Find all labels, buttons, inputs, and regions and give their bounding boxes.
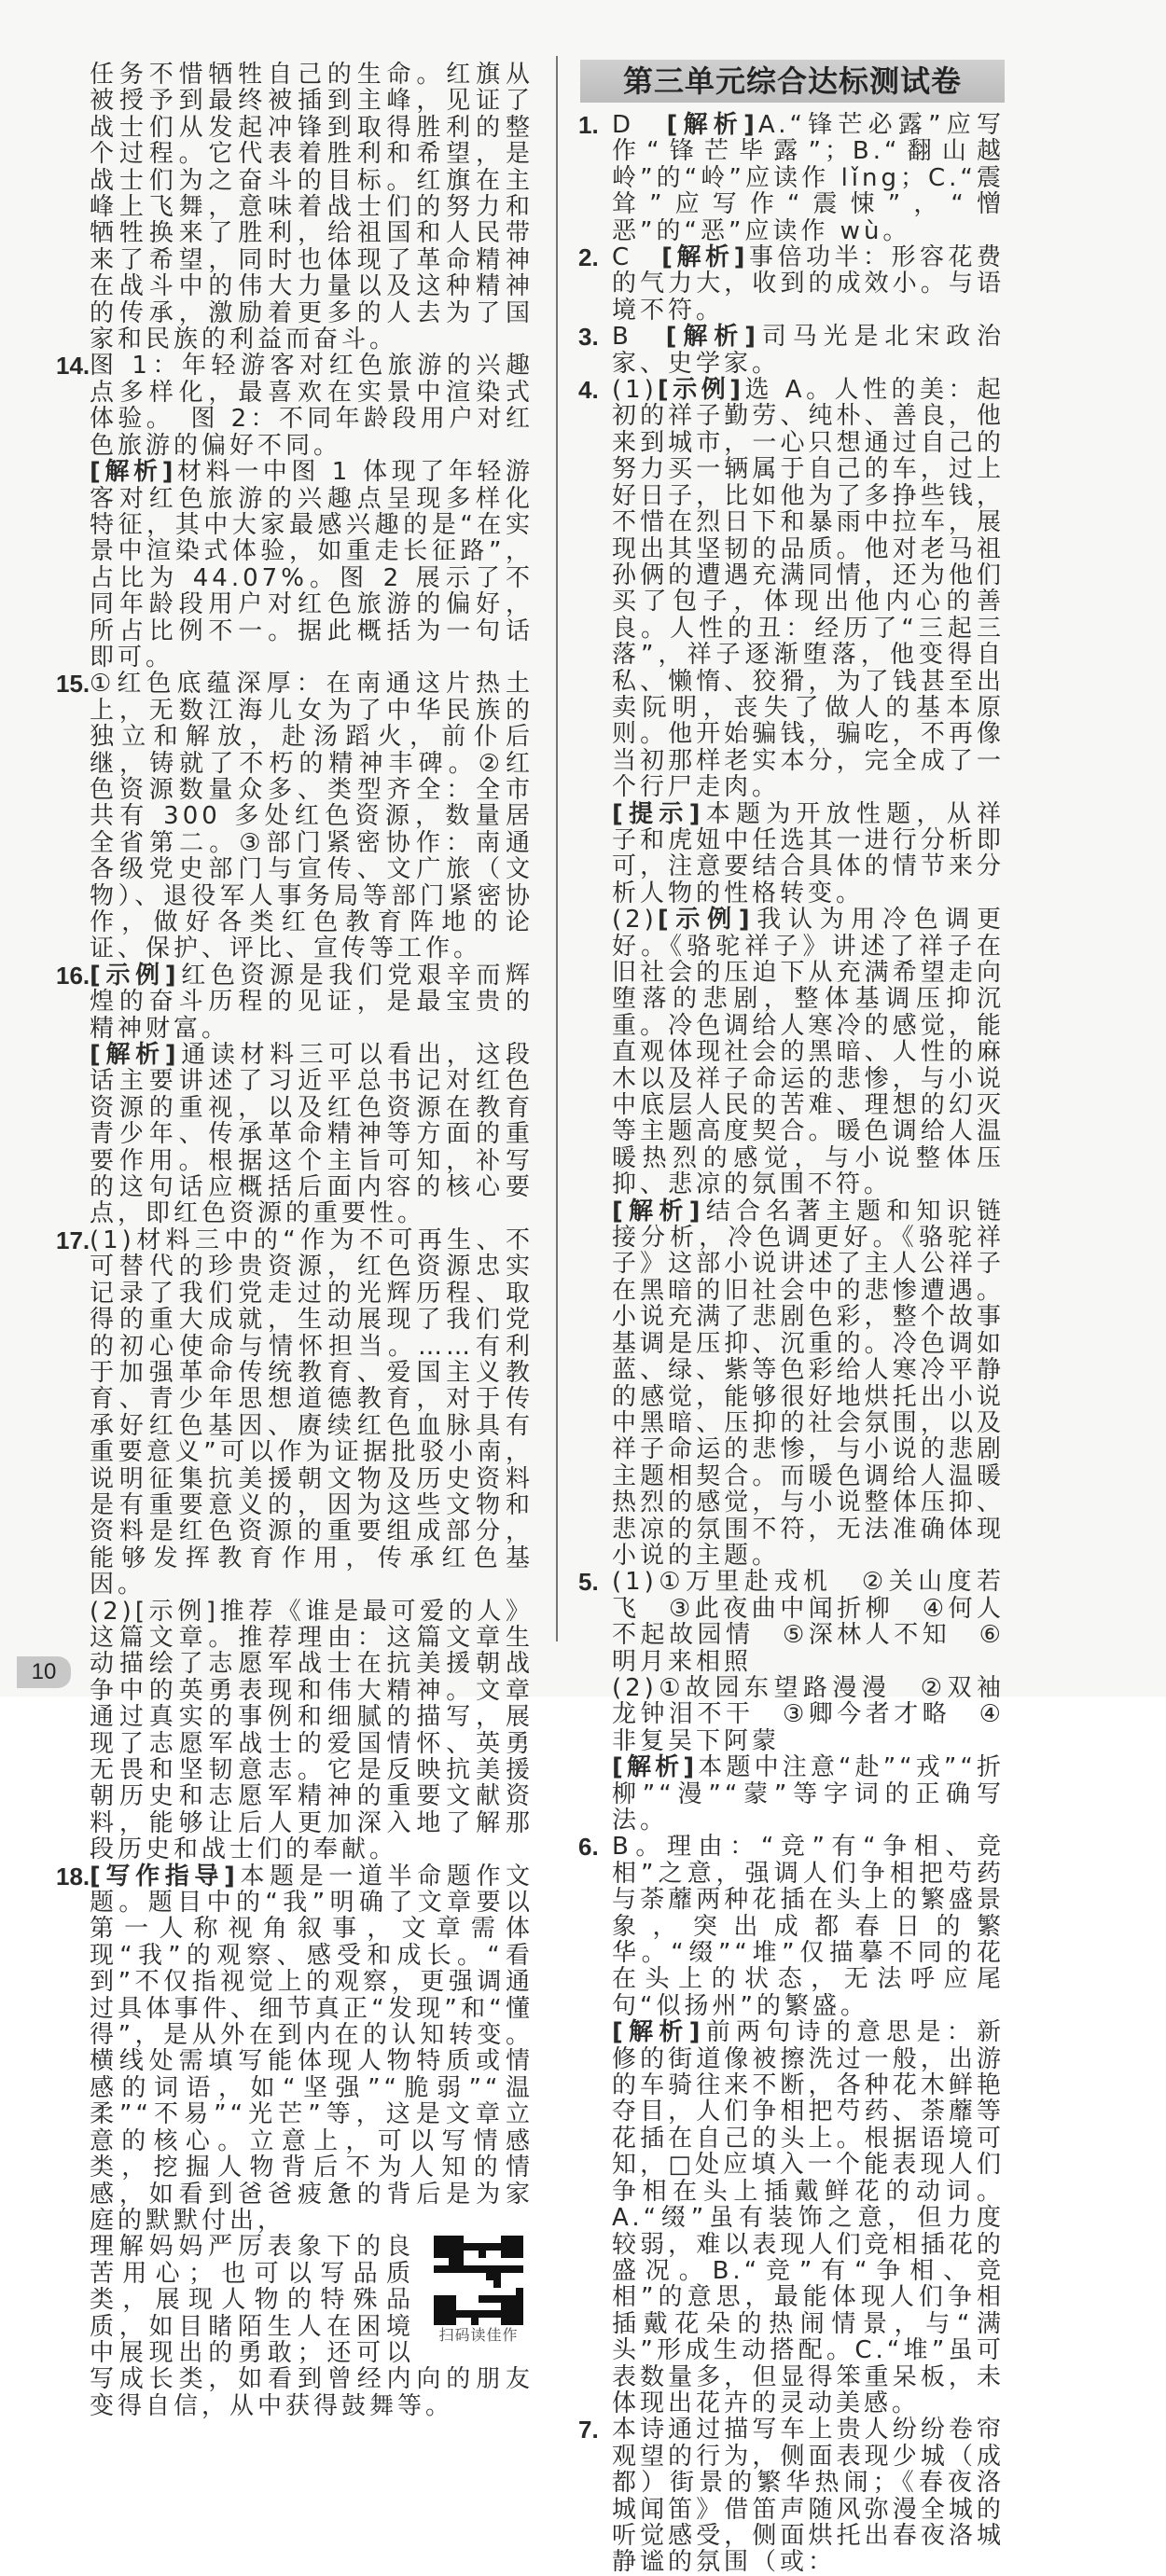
page-number: 10 [17, 1656, 71, 1688]
answer-item [58, 353, 534, 671]
answer-text: 选 A。人性的美：起初的祥子勤劳、纯朴、善良，他来到城市，一心只想通过自己的努力买一辆属于自己的车，过上好日子，比如他为了多挣些钱，不惜在烈日下和暴雨中拉车，展现出其坚韧的品质。他对老马祖孙俩的遭遇充满同情，还为他们买了包子，体现出他内心的善良。人性的丑：经历了“三起三落”，祥子逐渐堕落，他变得自私、懒惰、狡猾，为了钱甚至出卖阮明，丧失了做人的基本原则。他开始骗钱，骗吃，不再像当初那样老实本分，完全成了一个行尸走肉。 [612, 376, 1005, 802]
answer-lead: (1) [612, 376, 658, 405]
question-number: 1. [578, 111, 599, 139]
answer-text: 前两句诗的意思是：新修的街道像被擦洗过一般，出游的车骑往来不断，各种花木鲜艳夺目，人们争相把芍药、荼蘼等花插在自己的头上。根据语境可知，□处应填入一个能表现人们争相在头上插戴鲜花的动词。A.“缀”虽有装饰之意，但力度较弱，难以表现人们竞相插花的盛况。B.“竞”有“争相、竞相”的意思，最能体现人们争相插戴花朵的热闹情景，与“满头”形成生动搭配。C.“堆”虽可表数量多，但显得笨重呆板，未体现出花卉的灵动美感。 [612, 2018, 1005, 2417]
question-number: 15. [56, 670, 90, 699]
answer-text: 司马光是北宋政治家、史学家。 [612, 323, 1005, 378]
answer-text: 本题中注意“赴”“戎”“折柳”“漫”“蒙”等字词的正确写法。 [612, 1753, 1005, 1835]
answer-text: (1)①万里赴戎机 ②关山度若飞 ③此夜曲中闻折柳 ④何人不起故园情 ⑤深林人不知 ⑥明月来相照 [612, 1568, 1005, 1676]
answer-text: 事倍功半：形容花费的气力大，收到的成效小。与语境不符。 [612, 243, 1005, 325]
answer-text: 我认为用冷色调更好。《骆驼祥子》讲述了祥子在旧社会的压迫下从充满希望走向堕落的悲剧，整体基调压抑沉重。冷色调给人寒冷的感觉，能直观体现社会的黑暗、人性的麻木以及祥子命运的悲惨，与小说中底层人民的苦难、理想的幻灭等主题高度契合。暖色调给人温暖热烈的感觉，与小说整体压抑、悲凉的氛围不符。 [612, 906, 1005, 1199]
answer-item [580, 324, 1005, 377]
answer-text: 理解妈妈严厉表象下的良苦用心；也可以写品质类，展现人物的特殊品质，如目睹陌生人在困境中展现出的勇敢；还可以写成长类，如看到曾经内向的朋友变得自信，从中获得鼓舞等。 [90, 2233, 534, 2420]
answer-paragraph [90, 2234, 534, 2419]
answer-text: 通读材料三可以看出，这段话主要讲述了习近平总书记对红色资源的重视，以及红色资源在教育青少年、传承革命精神等方面的重要作用。根据这个主旨可知，补写的这句话应概括后面内容的核心要点，即红色资源的重要性。 [90, 1041, 534, 1228]
qr-code-block [423, 2236, 534, 2346]
annotation-tag: [解析] [612, 2018, 704, 2047]
answer-paragraph [612, 112, 1005, 244]
question-number: 3. [578, 323, 599, 352]
answer-paragraph [90, 1863, 534, 2235]
answer-text: ①红色底蕴深厚：在南通这片热土上，无数江海儿女为了中华民族的独立和解放，赴汤蹈火，前仆后继，铸就了不朽的精神丰碑。②红色资源数量众多、类型齐全：全市共有 300 多处红色资源，数量居全省第二。③部门紧密协作：南通各级党史部门与宣传、文广旅（文物）、退役军人事务局等部门紧密协作，做好各类红色教育阵地的论证、保护、评比、宣传等工作。 [90, 670, 534, 963]
annotation-tag: [写作指导] [90, 1862, 239, 1890]
question-number: 7. [578, 2416, 599, 2444]
answer-paragraph [612, 1569, 1005, 1675]
question-number: 16. [56, 961, 90, 990]
answer-text: 推荐《谁是最可爱的人》这篇文章。推荐理由：这篇文章生动描绘了志愿军战士在抗美援朝战争中的英勇表现和伟大精神。文章通过真实的事例和细腻的描写，展现了志愿军战士的爱国情怀、英勇无畏和坚韧意志。它是反映抗美援朝历史和志愿军精神的重要文献资料，能够让后人更加深入地了解那段历史和战士们的奉献。 [90, 1597, 534, 1864]
answer-item [580, 1569, 1005, 1834]
answer-item [580, 377, 1005, 1569]
annotation-tag: [示例] [657, 376, 745, 405]
annotation-tag: [示例] [134, 1597, 220, 1626]
left-column [58, 62, 534, 2419]
answer-paragraph [612, 1675, 1005, 1754]
section-title: 第三单元综合达标测试卷 [580, 60, 1005, 103]
answer-paragraph [90, 459, 534, 671]
answer-paragraph [612, 2019, 1005, 2417]
answer-paragraph [90, 963, 534, 1042]
answer-text: 本诗通过描写车上贵人纷纷卷帘观望的行为，侧面表现少城（成都）街景的繁华热闹；《春夜洛城闻笛》借笛声随风弥漫全城的听觉感受，侧面烘托出春夜洛城静谧的氛围（或： [612, 2416, 1005, 2576]
annotation-tag: [解析] [90, 458, 177, 487]
answer-text: 材料一中图 1 体现了年轻游客对红色旅游的兴趣点呈现多样化特征，其中大家最感兴趣的是“在实景中渲染式体验，如重走长征路”，占比为 44.07%。图 2 展示了不同年龄段用户对红色旅游的偏好，所占比例不一。据此概括为一句话即可。 [90, 458, 534, 672]
annotation-tag: [提示] [612, 799, 704, 828]
answer-lead: (2) [612, 906, 658, 935]
answer-item [58, 963, 534, 1227]
annotation-tag: [示例] [90, 961, 180, 990]
answer-paragraph [612, 2417, 1005, 2575]
answer-paragraph [612, 324, 1005, 377]
question-number: 4. [578, 376, 599, 405]
question-number: 17. [56, 1226, 90, 1254]
continuation-paragraph: 任务不惜牺牲自己的生命。红旗从被授予到最终被插到主峰，见证了战士们从发起冲锋到取得胜利的整个过程。它代表着胜利和希望，是战士们为之奋斗的目标。红旗在主峰上飞舞，意味着战士们的努力和牺牲换来了胜利，给祖国和人民带来了希望，同时也体现了革命精神在战斗中的伟大力量以及这种精神的传承，激励着更多的人去为了国家和民族的利益而奋斗。 [90, 61, 534, 354]
answer-paragraph [90, 1227, 534, 1599]
answer-paragraph [612, 907, 1005, 1198]
annotation-tag: [解析] [612, 1197, 704, 1226]
annotation-tag: [解析] [612, 1753, 699, 1782]
answer-text: A.“锋芒必露”应写作“锋芒毕露”；B.“翻山越岭”的“岭”应读作 lǐng；C.“震耸”应写作“震悚”，“憎恶”的“恶”应读作 wù。 [612, 111, 1005, 245]
answer-item [580, 2417, 1005, 2575]
column-divider [556, 56, 558, 1641]
answer-text: (1)材料三中的“作为不可再生、不可替代的珍贵资源，红色资源忠实记录了我们党走过的光辉历程、取得的重大成就，生动展现了我们党的初心使命与情怀担当。……有利于加强革命传统教育、爱国主义教育、青少年思想道德教育，对于传承好红色基因、赓续红色血脉具有重要意义”可以作为证据批驳小南，说明征集抗美援朝文物及历史资料是有重要意义的，因为这些文物和资料是红色资源的重要组成部分，能够发挥教育作用，传承红色基因。 [90, 1226, 534, 1600]
answer-paragraph [90, 1599, 534, 1863]
answer-paragraph [90, 1042, 534, 1227]
answer-text: 红色资源是我们党艰辛而辉煌的奋斗历程的见证，是最宝贵的精神财富。 [90, 961, 534, 1043]
answer-paragraph [612, 244, 1005, 324]
question-number: 2. [578, 243, 599, 272]
right-column [580, 60, 1005, 2576]
answer-item [58, 1863, 534, 2420]
question-number: 5. [578, 1568, 599, 1597]
answer-text: 本题是一道半命题作文题。题目中的“我”明确了文章要以第一人称视角叙事，文章需体现“我”的观察、感受和成长。“看到”不仅指视觉上的观察，更强调通过具体事件、细节真正“发现”和“懂得”，是从外在到内在的认知转变。横线处需填写能体现人物特质或情感的词语，如“坚强”“脆弱”“温柔”“不易”“光芒”等，这是文章立意的核心。立意上，可以写情感类，挖掘人物背后不为人知的情感，如看到爸爸疲惫的背后是为家庭的默默付出， [90, 1862, 534, 2235]
answer-item [580, 1834, 1005, 2417]
annotation-tag: [解析] [90, 1041, 180, 1070]
answer-item [580, 244, 1005, 324]
question-number: 6. [578, 1833, 599, 1862]
answer-paragraph [612, 377, 1005, 801]
right-answer-list [580, 112, 1005, 2576]
answer-lead: B [612, 323, 666, 352]
answer-item [58, 671, 534, 962]
answer-text: B。理由：“竞”有“争相、竞相”之意，强调人们争相把芍药与荼蘼两种花插在头上的繁盛景象，突出成都春日的繁华。“缀”“堆”仅描摹不同的花在头上的状态，无法呼应尾句“似扬州”的繁盛。 [612, 1833, 1005, 2020]
answer-item [580, 112, 1005, 244]
answer-paragraph [612, 1834, 1005, 2019]
answer-paragraph [90, 671, 534, 962]
question-number: 18. [56, 1862, 90, 1890]
answer-paragraph [612, 1198, 1005, 1570]
answer-text: 图 1：年轻游客对红色旅游的兴趣点多样化，最喜欢在实景中渲染式体验。 图 2：不同年龄段用户对红色旅游的偏好不同。 [90, 352, 534, 460]
answer-text: (2)①故园东望路漫漫 ②双袖龙钟泪不干 ③卿今者才略 ④非复吴下阿蒙 [612, 1673, 1005, 1755]
answer-lead: D [612, 111, 667, 139]
question-number: 14. [56, 352, 90, 381]
annotation-tag: [解析] [665, 323, 759, 352]
answer-text: 本题为开放性题，从祥子和虎妞中任选其一进行分析即可，注意要结合具体的情节来分析人物的性格转变。 [612, 799, 1005, 907]
answer-text: 结合名著主题和知识链接分析，冷色调更好。《骆驼祥子》这部小说讲述了主人公祥子在黑暗的旧社会中的悲惨遭遇。小说充满了悲剧色彩，整个故事基调是压抑、沉重的。冷色调如蓝、绿、紫等色彩给人寒冷平静的感觉，能够很好地烘托出小说中黑暗、压抑的社会氛围，以及祥子命运的悲惨，与小说的悲剧主题相契合。而暖色调给人温暖热烈的感觉，与小说整体压抑、悲凉的氛围不符，无法准确体现小说的主题。 [612, 1197, 1005, 1570]
answer-paragraph [612, 801, 1005, 907]
left-answer-list [58, 353, 534, 2419]
sub-question-prefix: (2) [90, 1597, 135, 1626]
answer-lead: C [612, 243, 662, 272]
annotation-tag: [解析] [661, 243, 749, 272]
answer-paragraph [612, 1754, 1005, 1834]
qr-caption: 扫码读佳作 [438, 2326, 519, 2345]
qr-code-icon [434, 2236, 523, 2325]
annotation-tag: [示例] [657, 906, 754, 935]
answer-item [58, 1227, 534, 1863]
annotation-tag: [解析] [666, 111, 758, 139]
answer-paragraph [90, 353, 534, 459]
